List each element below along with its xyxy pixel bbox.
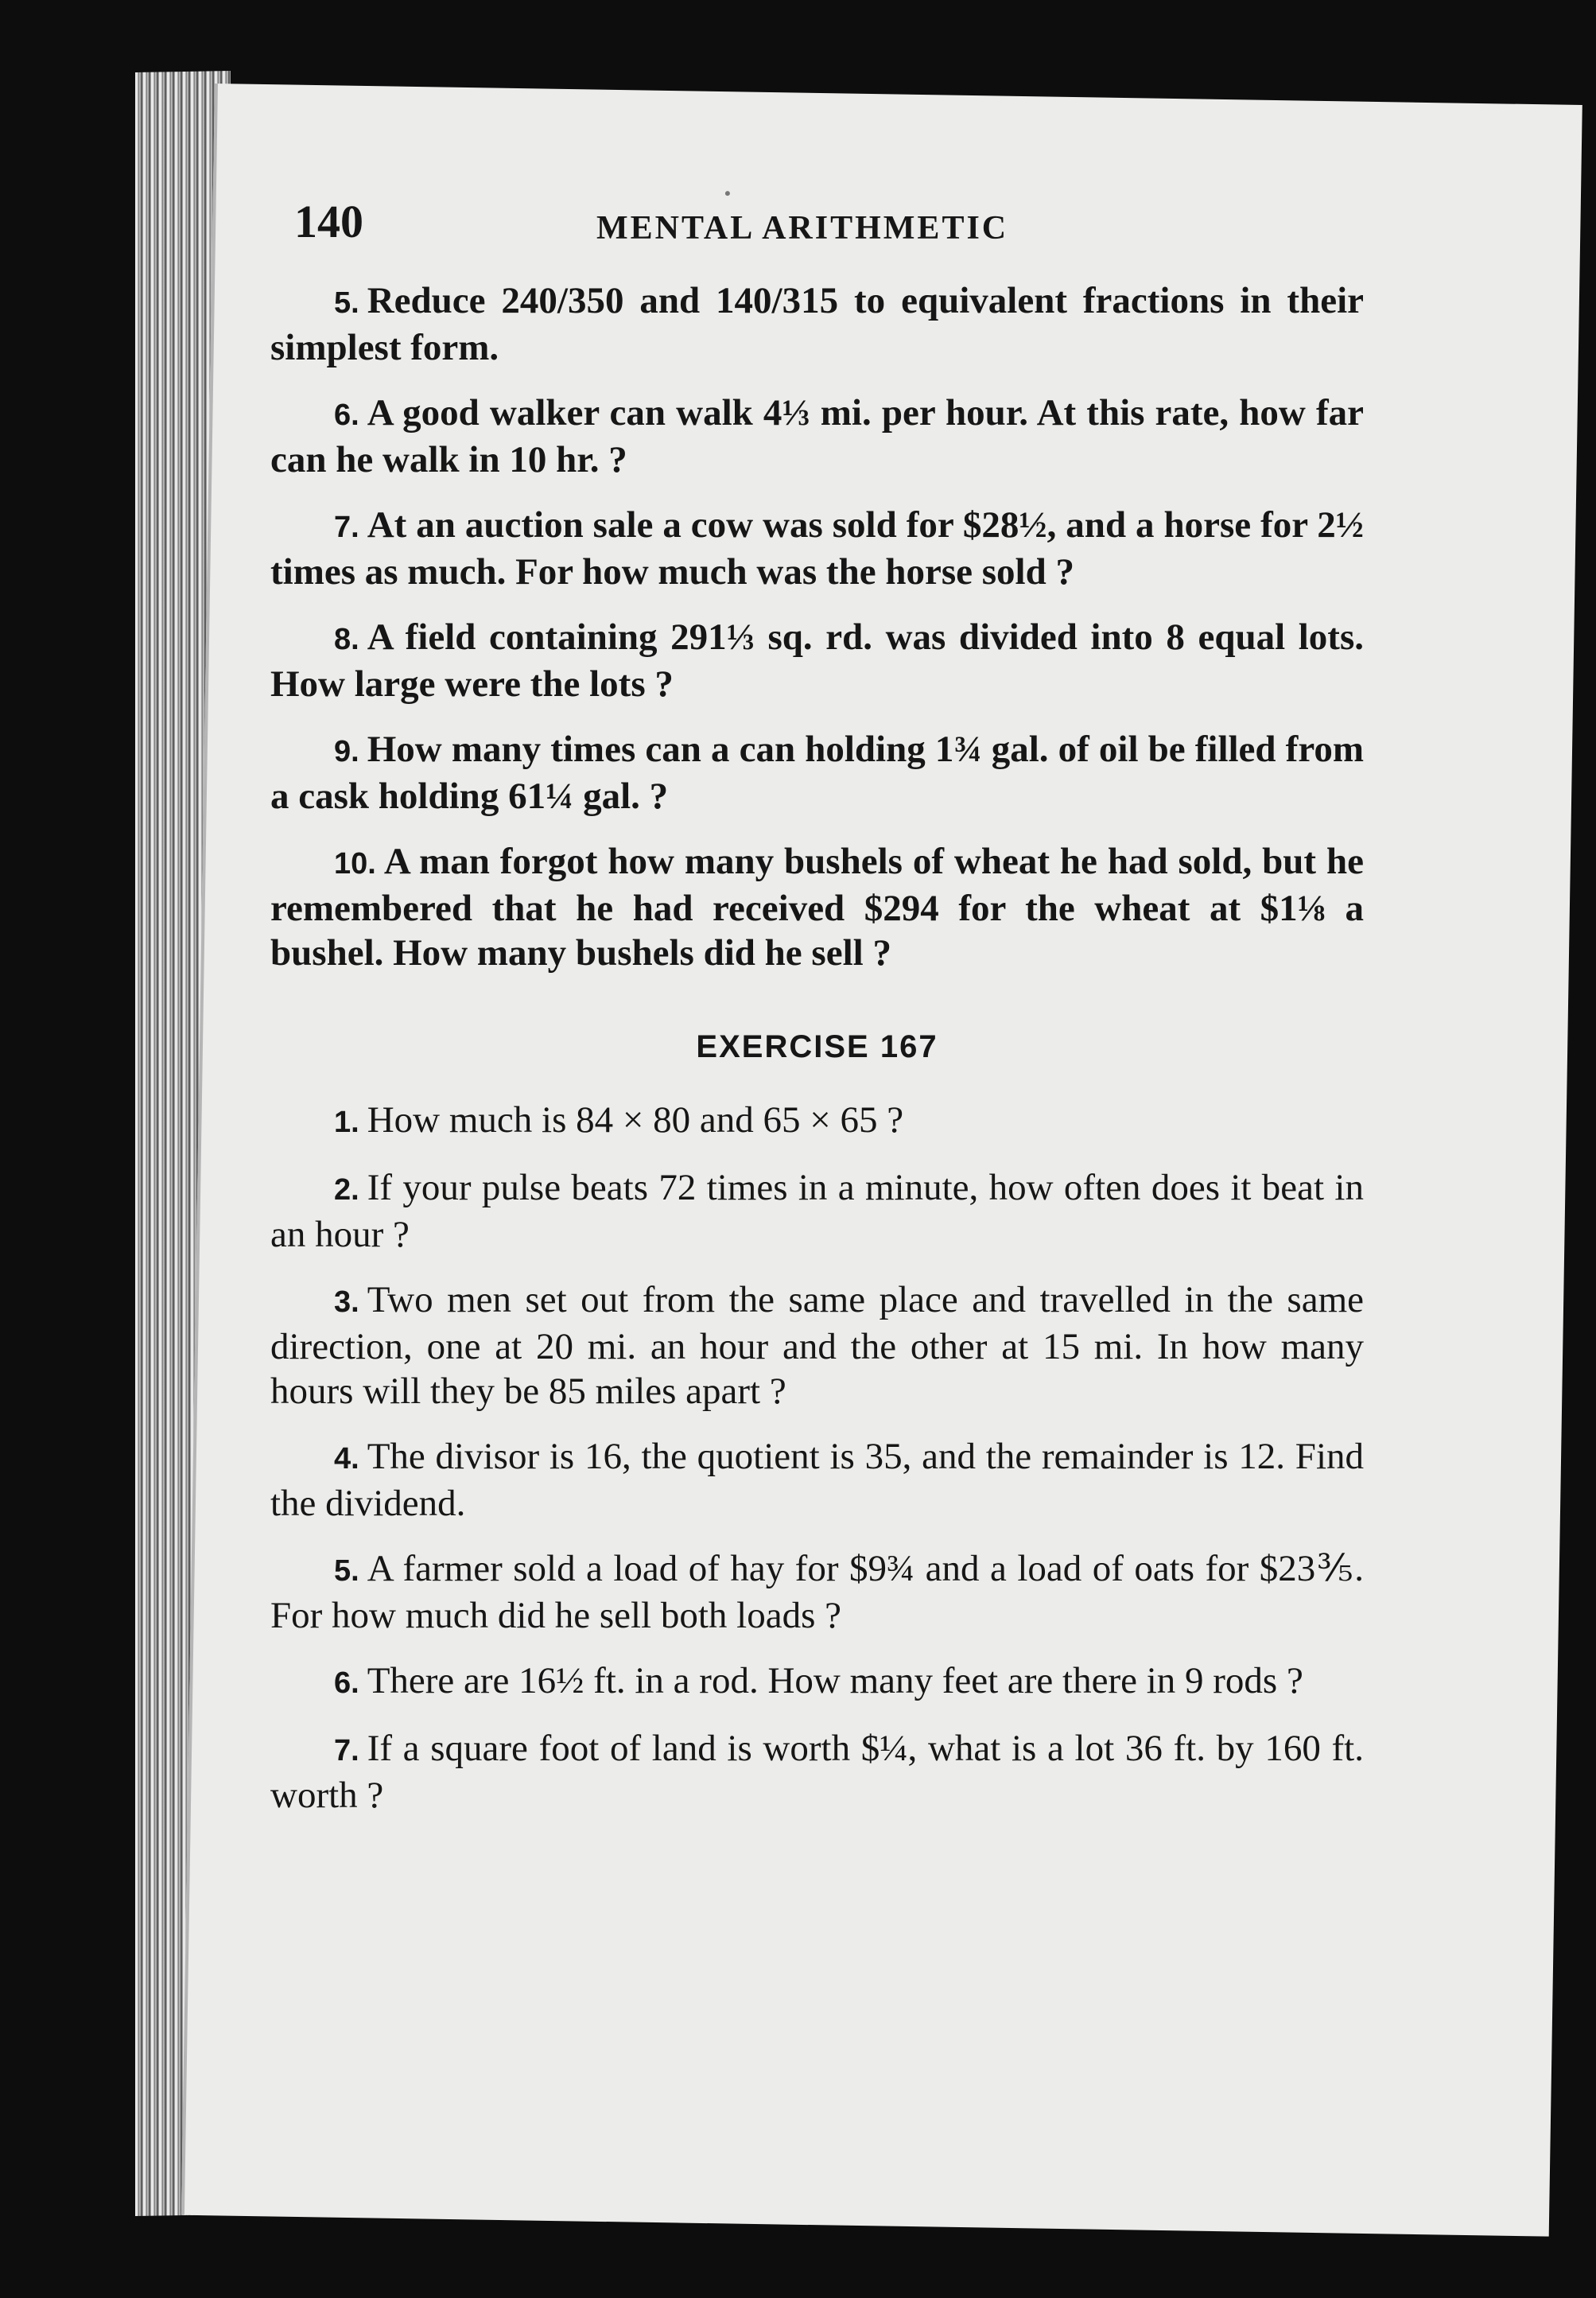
problem-text: A farmer sold a load of hay for $9¾ and a load of oats for $23⅗. For how much did he sell both loads ?: [270, 1548, 1364, 1636]
problem-text: If a square foot of land is worth $¼, what is a lot 36 ft. by 160 ft. worth ?: [270, 1728, 1364, 1816]
problem-text: At an auction sale a cow was sold for $28½, and a horse for 2½ times as much. For how much was the horse sold ?: [270, 504, 1364, 593]
problem-number: 5.: [334, 286, 359, 320]
problem-item: [270, 1434, 1364, 1526]
problem-text: How much is 84 × 80 and 65 × 65 ?: [367, 1099, 904, 1141]
page-number: 140: [294, 196, 363, 247]
problem-number: 6.: [334, 1666, 359, 1700]
problem-number: 4.: [334, 1442, 359, 1476]
problem-item: [270, 1658, 1364, 1705]
problem-number: 5.: [334, 1554, 359, 1588]
problem-item: [270, 1098, 1364, 1145]
problem-item: [270, 503, 1364, 594]
problem-number: 6.: [334, 399, 359, 432]
problem-item: [270, 615, 1364, 706]
problem-number: 3.: [334, 1285, 359, 1319]
problem-set-continued: [270, 278, 1364, 975]
page-content: [270, 278, 1364, 1838]
problem-item: [270, 1277, 1364, 1413]
problem-number: 7.: [334, 1734, 359, 1767]
problem-text: A field containing 291⅓ sq. rd. was divided into 8 equal lots. How large were the lots ?: [270, 616, 1364, 705]
problem-number: 8.: [334, 623, 359, 656]
problem-number: 7.: [334, 511, 359, 544]
problem-item: [270, 1726, 1364, 1818]
problem-text: There are 16½ ft. in a rod. How many feet are there in 9 rods ?: [367, 1660, 1303, 1701]
problem-number: 1.: [334, 1106, 359, 1139]
problem-item: [270, 391, 1364, 482]
problem-text: The divisor is 16, the quotient is 35, and the remainder is 12. Find the dividend.: [270, 1436, 1364, 1524]
problem-text: If your pulse beats 72 times in a minute, how often does it beat in an hour ?: [270, 1167, 1364, 1255]
problem-number: 10.: [334, 847, 376, 881]
problem-text: Two men set out from the same place and travelled in the same direction, one at 20 mi. an hour and the other at 15 mi. In how many hours will they be 85 miles apart ?: [270, 1279, 1364, 1412]
page-header: [294, 195, 1376, 251]
running-title: MENTAL ARITHMETIC: [596, 210, 1009, 247]
problem-item: [270, 278, 1364, 370]
problem-text: Reduce 240/350 and 140/315 to equivalent fractions in their simplest form.: [270, 280, 1364, 368]
problem-number: 2.: [334, 1173, 359, 1207]
problem-item: [270, 1546, 1364, 1638]
problem-text: How many times can a can holding 1¾ gal. of oil be filled from a cask holding 61¼ gal. ?: [270, 729, 1364, 817]
exercise-problems: [270, 1098, 1364, 1818]
problem-item: [270, 727, 1364, 818]
problem-text: A man forgot how many bushels of wheat he had sold, but he remembered that he had received $294 for the wheat at $1⅛ a bushel. How many bushels did he sell ?: [270, 841, 1364, 974]
problem-text: A good walker can walk 4⅓ mi. per hour. At this rate, how far can he walk in 10 hr. ?: [270, 392, 1364, 480]
problem-item: [270, 839, 1364, 975]
problem-number: 9.: [334, 735, 359, 768]
exercise-heading: EXERCISE 167: [696, 1029, 938, 1064]
problem-item: [270, 1165, 1364, 1257]
